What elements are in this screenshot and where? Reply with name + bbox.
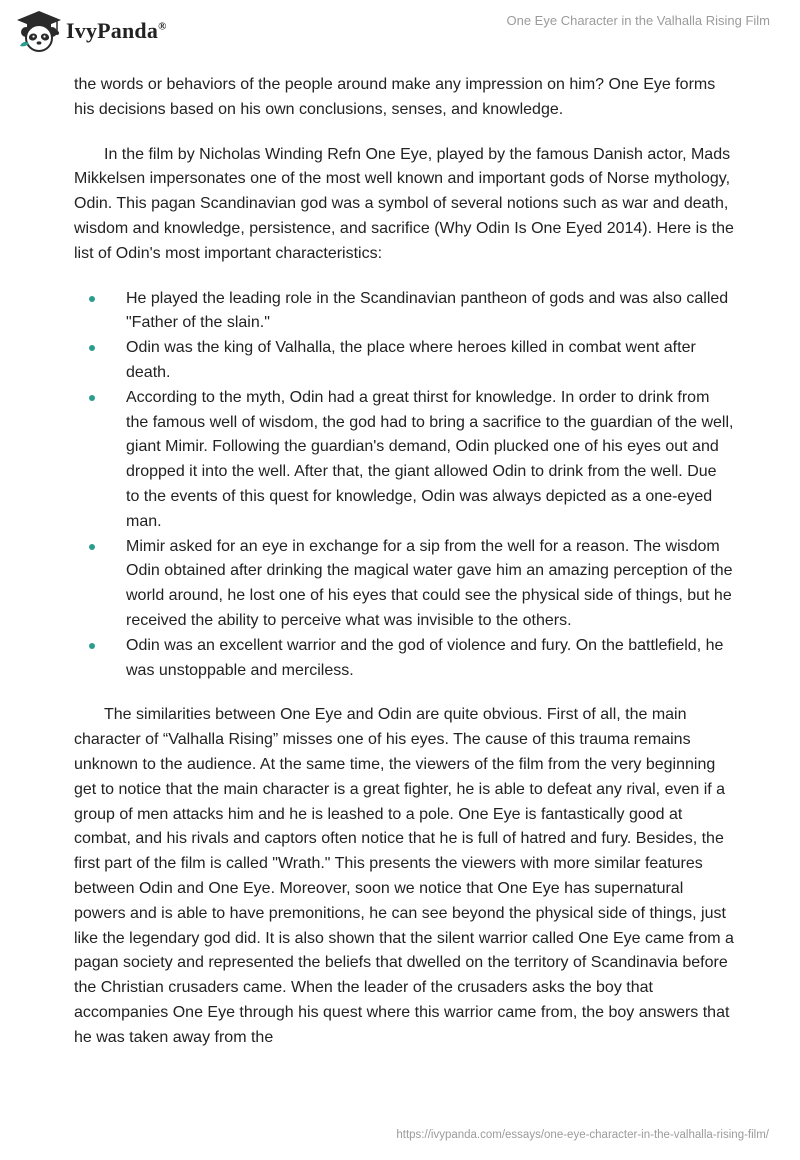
document-title: One Eye Character in the Valhalla Rising Film	[506, 13, 770, 28]
list-item: According to the myth, Odin had a great thirst for knowledge. In order to drink from the famous well of wisdom, the god had to bring a sacrifice to the guardian of the well, giant Mimir. Following the guardian's demand, Odin plucked one of his eyes out and dropped it into the well. After that, the giant allowed Odin to drink from the well. Due to the events of this quest for knowledge, Odin was always depicted as a one-eyed man.	[74, 386, 734, 535]
page-header	[0, 0, 800, 66]
list-item: Mimir asked for an eye in exchange for a sip from the well for a reason. The wisdom Odin obtained after drinking the magical water gave him an amazing perception of the world around, he lost one of his eyes that could see the physical side of things, but he received the ability to perceive what was invisible to the others.	[74, 535, 734, 634]
essay-body	[74, 73, 734, 1050]
list-item: Odin was an excellent warrior and the god of violence and fury. On the battlefield, he was unstoppable and merciless.	[74, 634, 734, 684]
list-item: He played the leading role in the Scandinavian pantheon of gods and was also called "Father of the slain."	[74, 287, 734, 337]
intro-paragraph: the words or behaviors of the people around make any impression on him? One Eye forms his decisions based on his own conclusions, senses, and knowledge.	[74, 76, 716, 118]
brand-name: IvyPanda®	[66, 18, 167, 43]
bullet-icon	[89, 643, 95, 649]
odin-characteristics-list	[74, 287, 734, 684]
bullet-icon	[89, 544, 95, 550]
bullet-icon	[89, 345, 95, 351]
list-item: Odin was the king of Valhalla, the place where heroes killed in combat went after death.	[74, 336, 734, 386]
bullet-icon	[89, 296, 95, 302]
source-url[interactable]: https://ivypanda.com/essays/one-eye-character-in-the-valhalla-rising-film/	[396, 1129, 769, 1141]
paragraph-similarities: The similarities between One Eye and Odin are quite obvious. First of all, the main character of “Valhalla Rising” misses one of his eyes. The cause of this trauma remains unknown to the audience. At the same time, the viewers of the film from the very beginning get to notice that the main character is a great fighter, he is able to defeat any rival, even if a group of men attacks him and he is leashed to a pole. One Eye is fantastically good at combat, and his rivals and captors often notice that he is full of hatred and fury. Besides, the first part of the film is called "Wrath." This presents the viewers with more similar features between Odin and One Eye. Moreover, soon we notice that One Eye has supernatural powers and is able to have premonitions, he can see beyond the physical side of things, just like the legendary god did. It is also shown that the silent warrior called One Eye came from a pagan society and represented the beliefs that dwelled on the territory of Scandinavia before the Christian crusaders came. When the leader of the crusaders asks the boy that accompanies One Eye through his quest where this warrior came from, the boy answers that he was taken away from the	[74, 706, 734, 1046]
ivypanda-logo[interactable]	[16, 10, 167, 52]
paragraph-odin-intro: In the film by Nicholas Winding Refn One Eye, played by the famous Danish actor, Mads Mikkelsen impersonates one of the most well known and important gods of Norse mythology, Odin. This pagan Scandinavian god was a symbol of several notions such as war and death, wisdom and knowledge, persistence, and sacrifice (Why Odin Is One Eyed 2014). Here is the list of Odin's most important characteristics:	[74, 145, 734, 262]
bullet-icon	[89, 395, 95, 401]
panda-graduation-cap-icon	[16, 10, 62, 52]
